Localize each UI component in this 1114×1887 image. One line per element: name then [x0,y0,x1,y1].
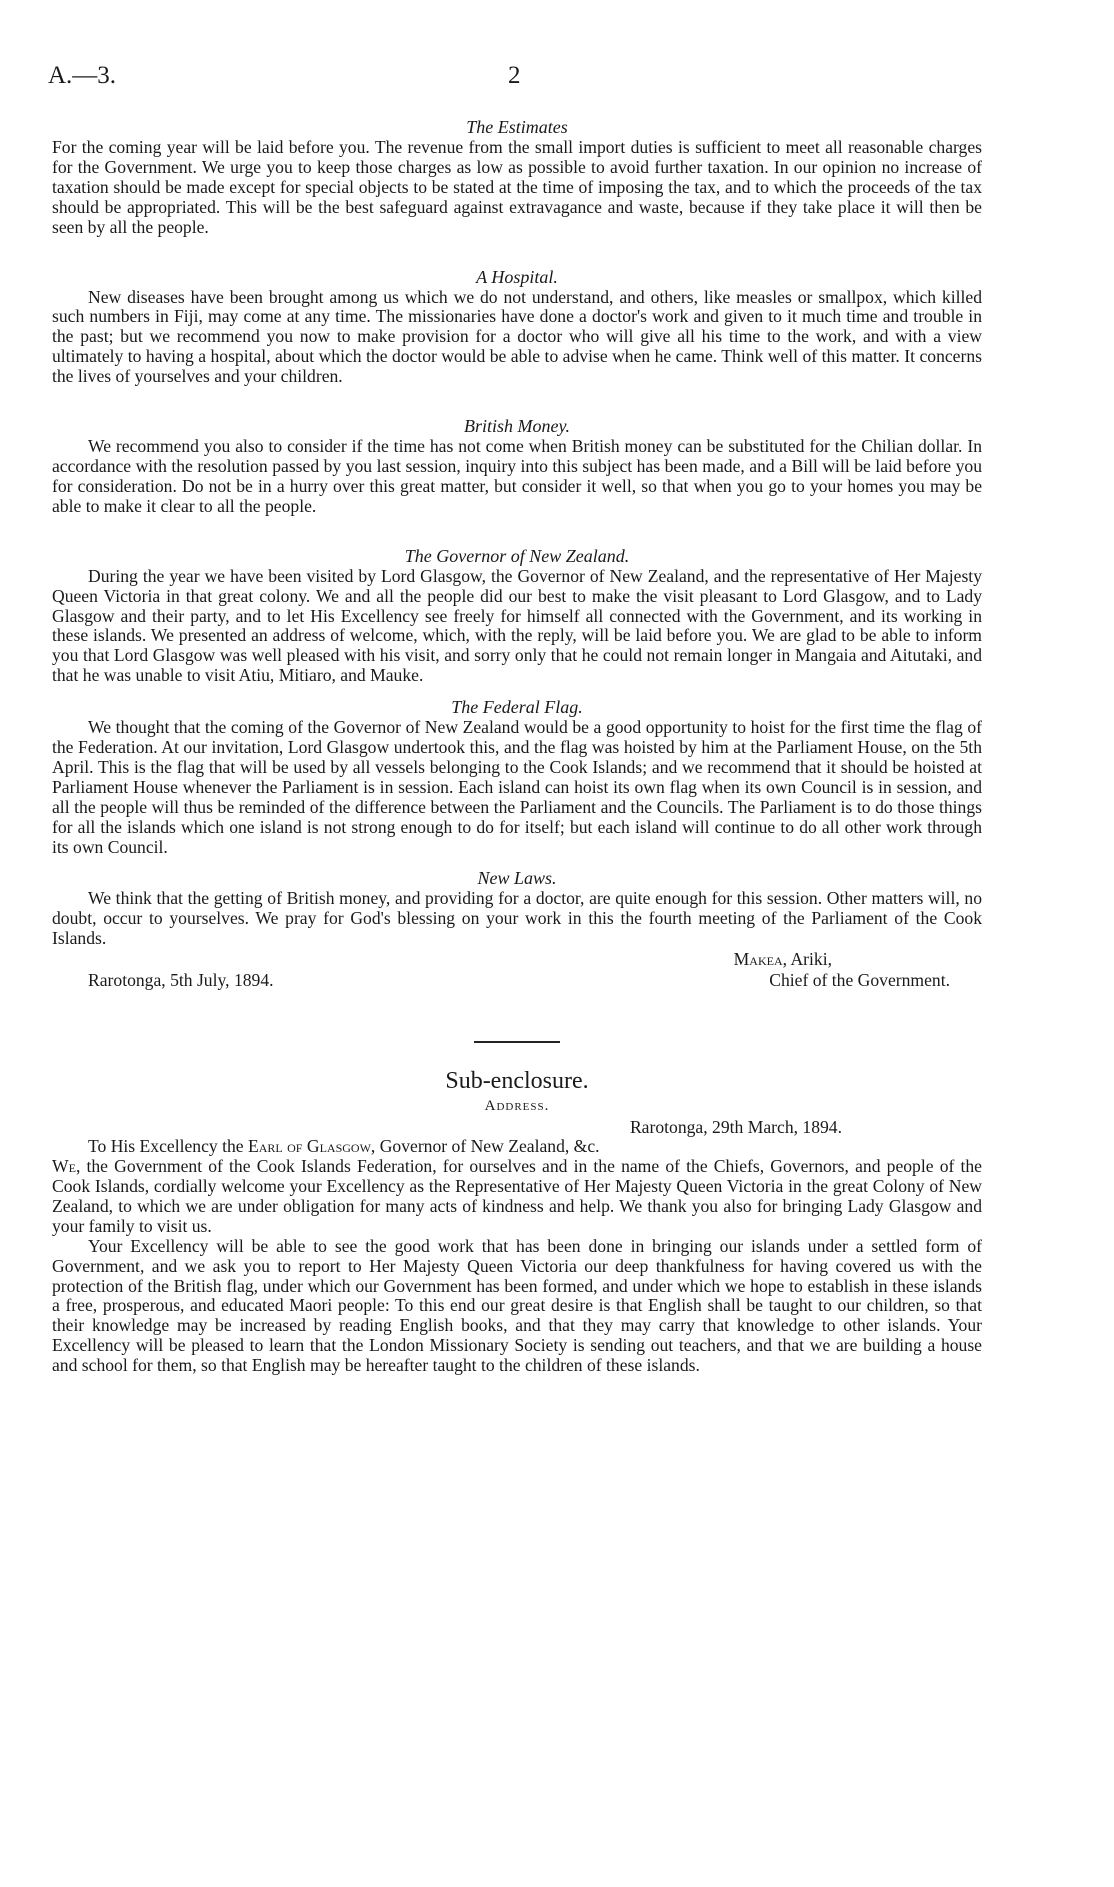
document-reference: A.—3. [48,62,117,89]
address-recipient [52,1137,982,1157]
address-paragraph-1 [52,1157,982,1237]
paragraph-flag: We thought that the coming of the Governor of New Zealand would be a good opportunity to hoist for the first time the flag of the Federation. At our invitation, Lord Glasgow undertook this, and the flag was hoisted by him at the Parliament House, on the 5th April. This is the flag that will be used by all vessels belonging to the Cook Islands; and we recommend that it should be hoisted at Parliament House whenever the Parliament is in session. Each island can hoist its own flag when its own Council is in session, and all the people will thus be reminded of the difference between the Parliament and the Councils. The Parliament is to do those things for all the islands which one island is not strong enough to do for itself; but each island will continue to do all other work through its own Council. [52,717,982,857]
page-number: 2 [508,62,521,89]
address-paragraph-2: Your Excellency will be able to see the good work that has been done in bringing our islands under a settled form of Government, and we ask you to report to Her Majesty Queen Victoria our deep thankfulness for having covered us with the protection of the British flag, under which our Government has been formed, and under which we hope to establish in these islands a free, prosperous, and educated Maori people: To this end our great desire is that English shall be taught to our children, so that their knowledge may be increased by reading English books, and that they may carry that knowledge to other islands. Your Excellency will be pleased to learn that the London Missionary Society is sending out teachers, and that we are building a house and school for them, so that English may be hereafter taught to the children of these islands. [52,1235,982,1376]
signature-place-date: Rarotonga, 5th July, 1894. [88,970,274,991]
section-title-hospital: A Hospital. [476,266,558,287]
signature-role: Chief of the Government. [769,970,950,991]
address-heading: Address. [484,1098,550,1115]
recipient-name: Earl of Glasgow [248,1136,371,1157]
signature-name-text: Makea [733,949,783,970]
signature-row [52,969,982,991]
paragraph-estimates: For the coming year will be laid before you. The revenue from the small import duties is sufficient to meet all reasonable charges for the Government. We urge you to keep those charges as low as possible to avoid further taxation. In our opinion no increase of taxation should be made except for special objects to be stated at the time of imposing the tax, and to which the proceeds of the tax should be appropriated. This will be the best safeguard against extravagance and waste, because if they take place it will then be seen by all the people. [52,137,982,237]
paragraph-money: We recommend you also to consider if the time has not come when British money can be substituted for the Chilian dollar. In accordance with the resolution passed by you last session, inquiry into this subject has been made, and a Bill will be laid before you for consideration. Do not be in a hurry over this great matter, but consider it well, so that when you go to your homes you may be able to make it clear to all the people. [52,436,982,516]
paragraph-hospital: New diseases have been brought among us which we do not understand, and others, like measles or smallpox, which killed such numbers in Fiji, may come at any time. The missionaries have done a doctor's work and given to it much time and trouble in the past; but we recommend you now to make provision for a doctor who will give all his time to the work, and with a view ultimately to having a hospital, about which the doctor would be able to advise when he came. Think well of this matter. It concerns the lives of yourselves and your children. [52,286,982,387]
section-title-governor: The Governor of New Zealand. [404,545,630,566]
section-title-estimates: The Estimates [466,117,568,137]
section-title-laws: New Laws. [477,868,557,889]
page-header [0,62,1114,96]
paragraph-governor: During the year we have been visited by Lord Glasgow, the Governor of New Zealand, and the representative of Her Majesty Queen Victoria in that great colony. We and all the people did our best to make the visit pleasant to Lord Glasgow, and to Lady Glasgow and their party, and to let His Excellency see freely for himself all connected with the Government, and its working in these islands. We presented an address of welcome, which, with the reply, will be laid before you. We are glad to be able to inform you that Lord Glasgow was well pleased with his visit, and sorry only that he could not remain longer in Mangaia and Aitutaki, and that he was unable to visit Atiu, Mitiaro, and Mauke. [52,565,982,686]
section-title-money: British Money. [464,416,570,437]
address-lead-word: We [52,1156,76,1177]
paragraph-laws: We think that the getting of British money, and providing for a doctor, are quite enough for this session. Other matters will, no doubt, occur to yourselves. We pray for God's blessing on your work in this the fourth meeting of the Parliament of the Cook Islands. [52,888,982,949]
recipient-suffix: , Governor of New Zealand, &c. [370,1136,600,1157]
recipient-prefix: To His Excellency the [88,1136,248,1157]
section-title-flag: The Federal Flag. [451,697,583,718]
signature-name-suffix: , Ariki, [782,949,832,970]
signature-name [52,949,982,969]
address-date: Rarotonga, 29th March, 1894. [629,1117,842,1138]
sub-enclosure-title: Sub-enclosure. [445,1068,589,1095]
address-paragraph-1-text: , the Government of the Cook Islands Federation, for ourselves and in the name of the Chiefs, Governors, and people of the Cook Islands, cordially welcome your Excellency as the Representative of Her Majesty Queen Victoria in the great Colony of New Zealand, to which we are under obligation for many acts of kindness and help. We thank you also for bringing Lady Glasgow and your family to visit us. [52,1156,982,1236]
document-body [52,116,982,1376]
